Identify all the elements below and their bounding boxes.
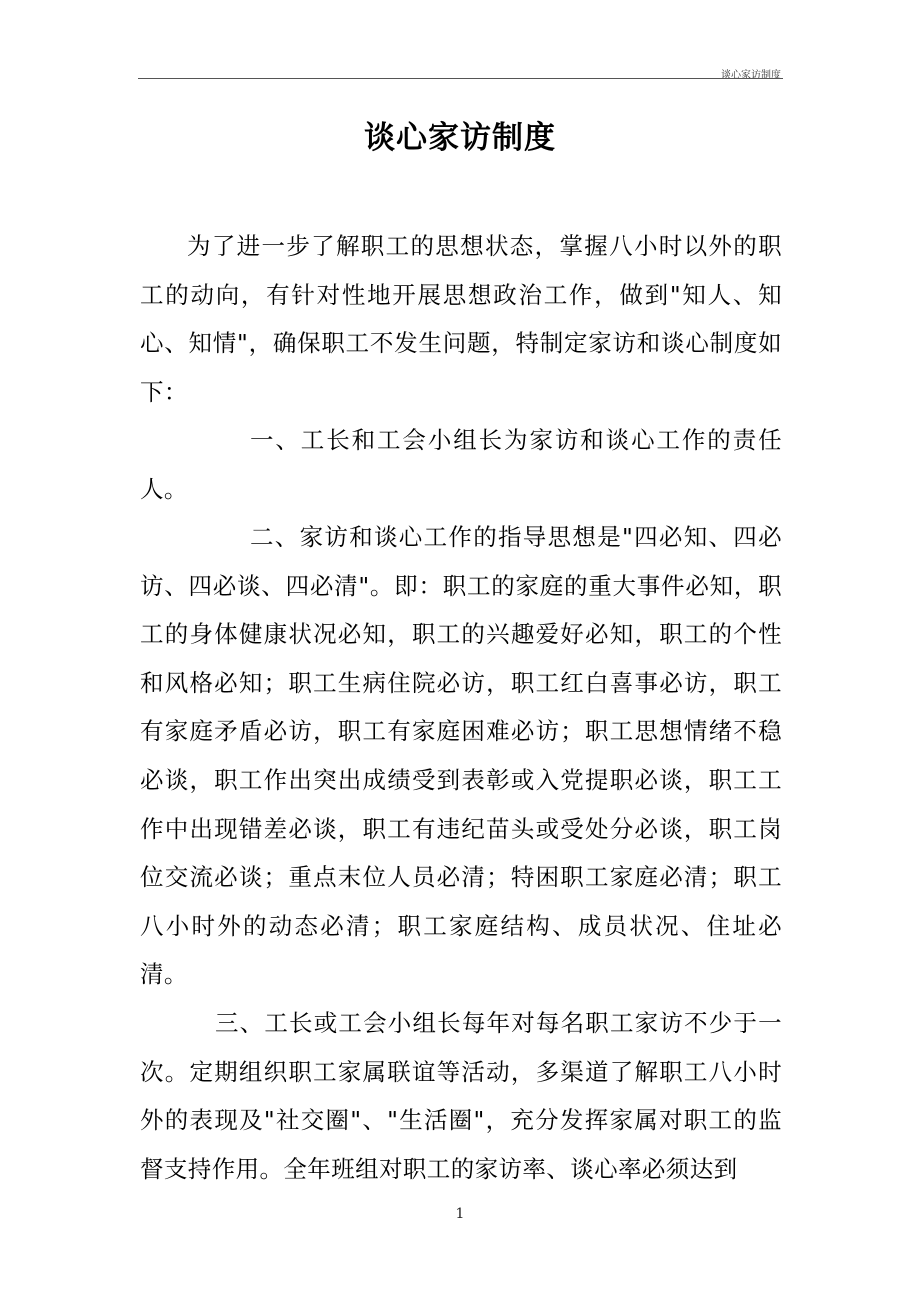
paragraph-intro: 为了进一步了解职工的思想状态，掌握八小时以外的职工的动向，有针对性地开展思想政治工作，做到"知人、知心、知情"，确保职工不发生问题，特制定家访和谈心制度如下： (140, 232, 782, 406)
running-header: 谈心家访制度 (721, 70, 781, 81)
paragraph-item-one: 一、工长和工会小组长为家访和谈心工作的责任人。 (140, 426, 782, 503)
page-number: 1 (455, 1206, 465, 1222)
paragraph-item-two: 二、家访和谈心工作的指导思想是"四必知、四必访、四必谈、四必清"。即：职工的家庭的重大事件必知，职工的身体健康状况必知，职工的兴趣爱好必知，职工的个性和风格必知；职工生病住院必访，职工红白喜事必访，职工有家庭矛盾必访，职工有家庭困难必访；职工思想情绪不稳必谈，职工作出突出成绩受到表彰或入党提职必谈，职工工作中出现错差必谈，职工有违纪苗头或受处分必谈，职工岗位交流必谈；重点末位人员必清；特困职工家庭必清；职工八小时外的动态必清；职工家庭结构、成员状况、住址必清。 (140, 523, 782, 989)
document-title: 谈心家访制度 (364, 120, 556, 156)
header-divider (138, 78, 783, 79)
paragraph-item-three: 三、工长或工会小组长每年对每名职工家访不少于一次。定期组织职工家属联谊等活动，多渠道了解职工八小时外的表现及"社交圈"、"生活圈"，充分发挥家属对职工的监督支持作用。全年班组对职工的家访率、谈心率必须达到 (140, 1009, 782, 1183)
